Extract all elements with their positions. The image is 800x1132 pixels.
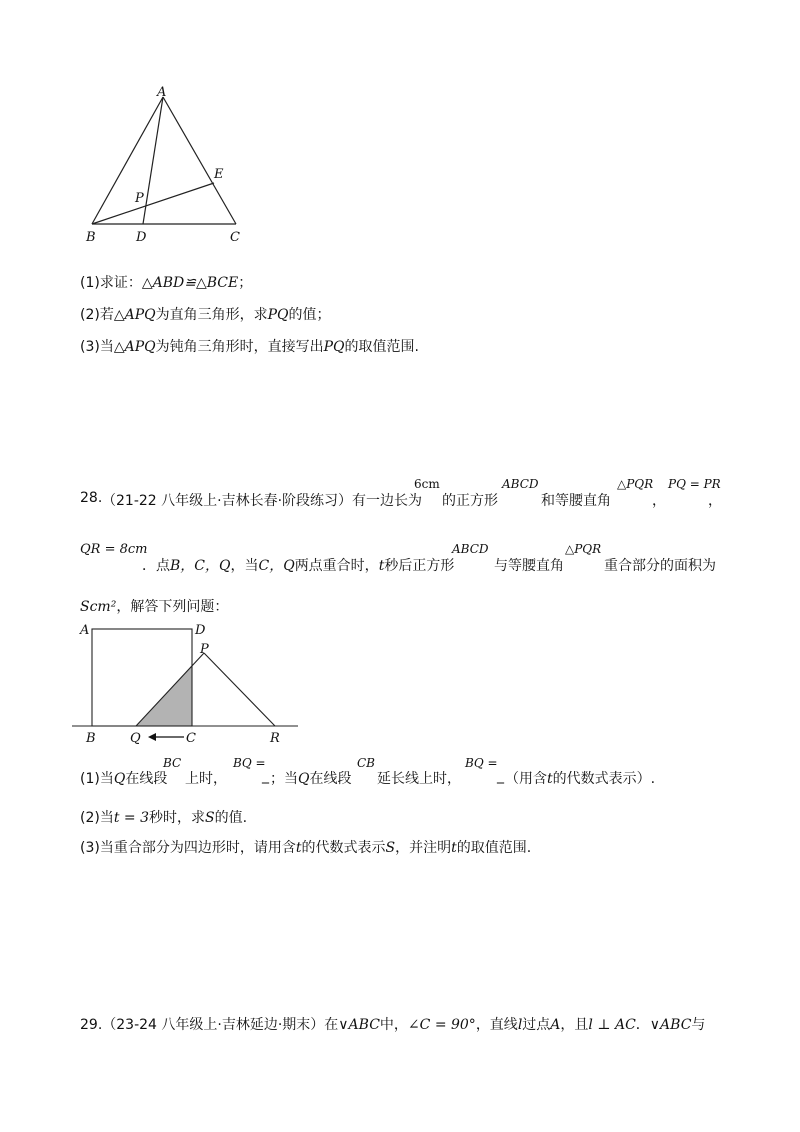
q28-text: 重合部分的面积为 [604, 558, 716, 574]
q28-text: 上时， [185, 771, 227, 787]
square-triangle-figure [70, 615, 310, 745]
q28-number: 28. [80, 490, 103, 506]
q28-source: （21-22 八年级上·吉林长春·阶段练习） [102, 493, 353, 509]
label-r: R [270, 731, 280, 745]
math-bq: BQ = [465, 756, 498, 770]
q29-number: 29. [80, 1017, 103, 1033]
q28-text: (1)当Q在线段 [80, 771, 168, 787]
q28-text: ．点B，C，Q，当C，Q两点重合时，t秒后正方形 [142, 558, 455, 574]
math-pq-eq-pr: PQ = PR [668, 477, 721, 491]
side-pr [204, 653, 275, 726]
q28-text: 有一边长为 [352, 493, 422, 509]
arrow-left-icon [148, 733, 184, 741]
q28-text: 和等腰直角 [541, 493, 611, 509]
q28-text: 的正方形 [442, 493, 498, 509]
q28-text: ；当Q在线段 [270, 771, 352, 787]
math-pqr: △PQR [617, 477, 654, 491]
label-e: E [214, 167, 224, 182]
triangle-figure [80, 85, 260, 245]
math-qr: QR = 8cm [80, 542, 148, 557]
q28-text: ， [652, 493, 666, 509]
q28-line3: Scm²，解答下列问题： [80, 599, 229, 615]
segment-be [92, 183, 214, 224]
q27-part2: (2)若△APQ为直角三角形，求PQ的值； [80, 307, 331, 323]
q28-part2: (2)当t = 3秒时，求S的值. [80, 810, 248, 826]
q28-text: ， [708, 493, 722, 509]
label-b: B [86, 731, 96, 745]
side-ab [92, 97, 163, 224]
label-b: B [86, 230, 96, 245]
math-abcd: ABCD [452, 542, 489, 556]
math-side: 6cm [414, 477, 440, 491]
math-abcd: ABCD [502, 477, 539, 491]
q29-source: （23-24 八年级上·吉林延边·期末） [102, 1017, 325, 1033]
math-pqr: △PQR [565, 542, 602, 556]
q27-part3: (3)当△APQ为钝角三角形时，直接写出PQ的取值范围. [80, 339, 419, 355]
q28-part3: (3)当重合部分为四边形时，请用含t的代数式表示S，并注明t的取值范围. [80, 840, 532, 856]
q27-part1: (1)求证：△ABD≌△BCE； [80, 275, 253, 291]
label-p: P [200, 642, 209, 657]
label-d: D [136, 230, 147, 245]
math-bq: BQ = [233, 756, 266, 770]
side-ac [163, 97, 236, 224]
q28-text: （用含t的代数式表示）. [505, 771, 656, 787]
label-d: D [195, 623, 206, 638]
label-a: A [157, 85, 167, 100]
q29-line1: 29.（23-24 八年级上·吉林延边·期末）在∨ABC中，∠C = 90°，直线l过点A，且l ⊥ AC．∨ABC与 [80, 1017, 706, 1033]
label-a: A [80, 623, 90, 638]
answer-blank-1[interactable]: _ [262, 768, 269, 784]
math-cb: CB [357, 756, 375, 770]
label-c: C [230, 230, 240, 245]
q28-text: 与等腰直角 [494, 558, 564, 574]
q28-text: 延长线上时， [377, 771, 461, 787]
label-p: P [135, 191, 144, 206]
label-c: C [186, 731, 196, 745]
math-bc: BC [163, 756, 182, 770]
label-q: Q [130, 731, 141, 745]
answer-blank-2[interactable]: _ [497, 768, 504, 784]
